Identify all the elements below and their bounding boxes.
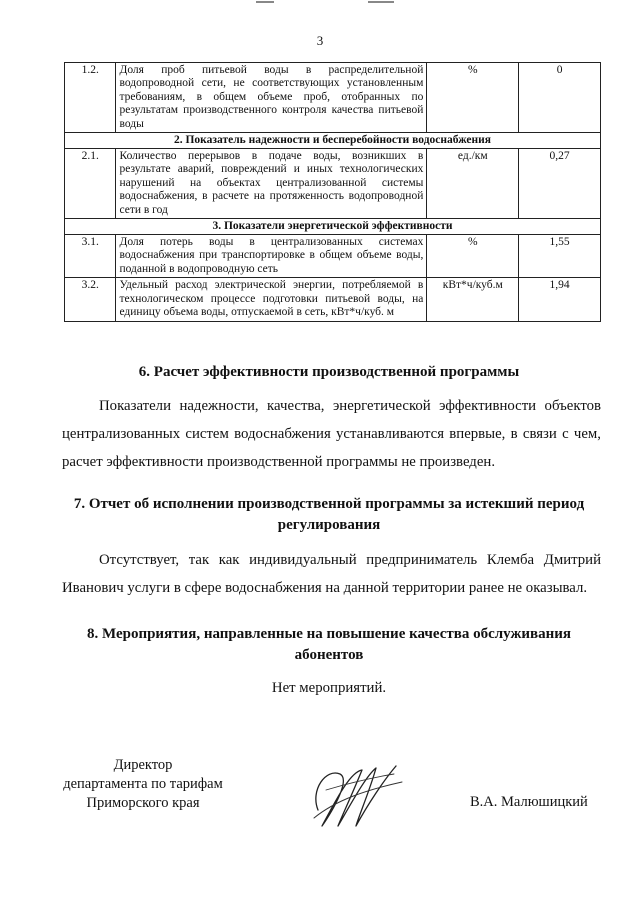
row-value: 1,94 (519, 278, 601, 321)
signatory-position (48, 756, 238, 813)
row-description: Доля проб питьевой воды в распределительной водопроводной сети, не соответствующих установленным требованиям, в общем объеме проб, отобранных по результатам производственного контроля качества питьевой воды (116, 63, 427, 133)
position-line: Директор (113, 757, 173, 773)
row-number: 1.2. (65, 63, 116, 133)
signatory-name: В.А. Малюшицкий (470, 794, 588, 810)
table-row (65, 235, 601, 278)
row-number: 3.2. (65, 278, 116, 321)
section-2-title: 2. Показатель надежности и бесперебойности водоснабжения (65, 133, 601, 149)
handwritten-signature (306, 760, 406, 832)
table-row (65, 278, 601, 321)
row-value: 0,27 (519, 149, 601, 219)
section-8-heading: 8. Мероприятия, направленные на повышение качества обслуживания абонентов (86, 626, 571, 663)
scan-top-marks (250, 0, 400, 6)
section-6-heading: 6. Расчет эффективности производственной программы (138, 364, 520, 380)
section-7-heading: 7. Отчет об исполнении производственной программы за истекший период регулирования (73, 496, 585, 533)
section-6-text: Показатели надежности, качества, энергетической эффективности объектов централизованных систем водоснабжения устанавливаются впервые, в связи с чем, расчет эффективности производственной программы не произведен. (62, 398, 601, 470)
row-unit: % (427, 63, 519, 133)
row-description: Количество перерывов в подаче воды, возникших в результате аварий, повреждений и иных технологических нарушений на объектах централизованной системы водоснабжения, в расчете на протяженность водопроводной сети в год (116, 149, 427, 219)
section-3-title: 3. Показатели энергетической эффективности (65, 219, 601, 235)
row-description: Удельный расход электрической энергии, потребляемой в технологическом процессе подготовки питьевой воды, на единицу объема воды, отпускаемой в сеть, кВт*ч/куб. м (116, 278, 427, 321)
row-description: Доля потерь воды в централизованных системах водоснабжения при транспортировке в общем объеме воды, поданной в водопроводную сеть (116, 235, 427, 278)
page-number: 3 (316, 33, 324, 48)
row-value: 1,55 (519, 235, 601, 278)
row-number: 2.1. (65, 149, 116, 219)
table-row (65, 63, 601, 133)
position-line: Приморского края (86, 795, 200, 811)
section-header-row (65, 133, 601, 149)
section-header-row (65, 219, 601, 235)
section-7-text: Отсутствует, так как индивидуальный предприниматель Клемба Дмитрий Иванович услуги в сфере водоснабжения на данной территории ранее не оказывал. (62, 552, 601, 596)
table-row (65, 149, 601, 219)
row-number: 3.1. (65, 235, 116, 278)
position-line: департамента по тарифам (63, 776, 223, 792)
row-unit: % (427, 235, 519, 278)
indicators-table (64, 62, 601, 322)
row-unit: ед./км (427, 149, 519, 219)
section-8-text: Нет мероприятий. (271, 680, 387, 696)
row-value: 0 (519, 63, 601, 133)
row-unit: кВт*ч/куб.м (427, 278, 519, 321)
